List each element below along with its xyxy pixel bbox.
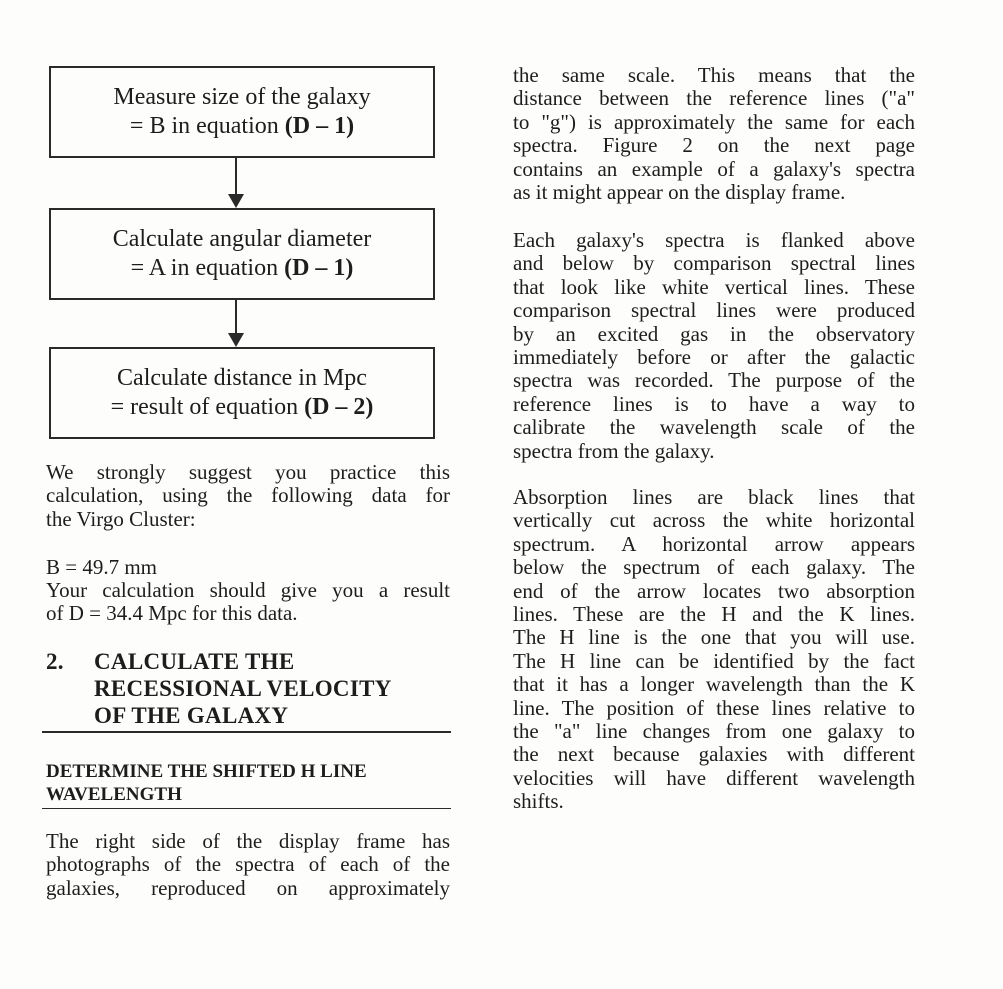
subsection-heading [46, 760, 450, 806]
text-line: reference lines is to have a way to [513, 391, 915, 416]
text-line: end of the arrow locates two absorption [513, 578, 915, 603]
flowchart-box-equation-line [51, 254, 433, 283]
equation-prefix: = A in equation [130, 255, 285, 281]
text-line: CALCULATE THE [94, 649, 295, 674]
text-line: Absorption lines are black lines that [513, 485, 915, 509]
text-line: We strongly suggest you practice this [46, 460, 450, 484]
text-line: the same scale. This means that the [513, 63, 915, 87]
practice-paragraph [46, 461, 450, 531]
comparison-lines-paragraph [513, 229, 915, 463]
display-frame-paragraph [46, 830, 450, 900]
text-line: B = 49.7 mm [46, 555, 158, 579]
divider [42, 731, 451, 733]
equation-reference: (D – 1) [284, 113, 355, 139]
text-line: as it might appear on the display frame. [513, 180, 846, 205]
text-line: and below by comparison spectral lines [513, 251, 915, 276]
text-line: spectra was recorded. The purpose of the [513, 368, 915, 393]
text-line: by an excited gas in the observatory [513, 321, 915, 346]
equation-prefix: = result of equation [110, 394, 305, 420]
flowchart-box-distance [49, 347, 435, 439]
text-line: calculation, using the following data for [46, 483, 450, 508]
text-line: below the spectrum of each galaxy. The [513, 555, 915, 580]
text-line: the Virgo Cluster: [46, 506, 196, 531]
text-line: the "a" line changes from one galaxy to [513, 719, 915, 744]
absorption-lines-paragraph [513, 486, 915, 814]
flowchart-box-line: Calculate distance in Mpc [117, 365, 367, 391]
data-value-b [46, 556, 450, 579]
text-line: line. The position of these lines relative to [513, 695, 915, 720]
text-line: contains an example of a galaxy's spectra [513, 156, 915, 181]
flowchart-arrow-down [235, 158, 237, 206]
text-line: spectra from the galaxy. [513, 438, 715, 463]
text-line: photographs of the spectra of each of the [46, 852, 450, 877]
flowchart-box-line: Calculate angular diameter [112, 226, 372, 252]
text-line: spectrum. A horizontal arrow appears [513, 531, 915, 556]
text-line: calibrate the wavelength scale of the [513, 415, 915, 440]
text-line: to "g") is approximately the same for each [513, 109, 915, 134]
equation-reference: (D – 2) [304, 394, 374, 420]
text-line: Each galaxy's spectra is flanked above [513, 228, 915, 252]
flowchart-arrow-down [235, 300, 237, 345]
text-line: lines. These are the H and the K lines. [513, 602, 915, 627]
text-line: the next because galaxies with different [513, 742, 915, 767]
text-line: shifts. [513, 789, 564, 814]
text-line: distance between the reference lines ("a" [513, 86, 915, 111]
text-line: that look like white vertical lines. These [513, 274, 915, 299]
text-line: Your calculation should give you a result [46, 578, 450, 602]
flowchart-box-line: Measure size of the galaxy [113, 84, 371, 110]
divider [42, 808, 451, 809]
flowchart-box-equation-line [51, 112, 433, 141]
text-line: WAVELENGTH [46, 784, 182, 805]
expected-result [46, 579, 450, 626]
text-line: immediately before or after the galactic [513, 345, 915, 370]
text-line: comparison spectral lines were produced [513, 298, 915, 323]
text-line: of D = 34.4 Mpc for this data. [46, 601, 298, 626]
scale-paragraph [513, 64, 915, 204]
equation-prefix: = B in equation [129, 113, 285, 139]
text-line: RECESSIONAL VELOCITY [94, 676, 392, 701]
text-line: vertically cut across the white horizontal [513, 508, 915, 533]
section-title [94, 648, 450, 729]
section-number: 2. [46, 649, 64, 674]
text-line: velocities will have different wavelength [513, 765, 915, 790]
flowchart-box-equation-line [51, 393, 433, 422]
text-line: spectra. Figure 2 on the next page [513, 133, 915, 158]
text-line: that it has a longer wavelength than the K [513, 672, 915, 697]
text-line: OF THE GALAXY [94, 703, 289, 728]
equation-reference: (D – 1) [284, 255, 354, 281]
text-line: DETERMINE THE SHIFTED H LINE [46, 761, 367, 782]
text-line: The H line can be identified by the fact [513, 648, 915, 673]
flowchart-box-measure-size [49, 66, 435, 158]
text-line: The right side of the display frame has [46, 829, 450, 853]
text-line: The H line is the one that you will use. [513, 625, 915, 650]
flowchart-box-angular-diameter [49, 208, 435, 300]
text-line: galaxies, reproduced on approximately [46, 875, 450, 900]
